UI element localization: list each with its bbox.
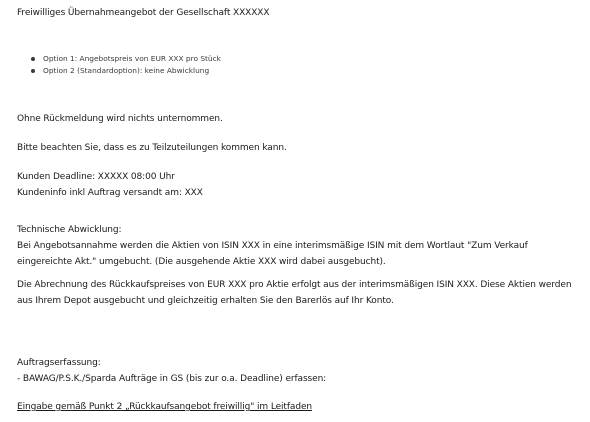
option-1-text: Option 1: Angebotspreis von EUR XXX pro Stück (43, 54, 221, 63)
customer-info: Kundeninfo inkl Auftrag versandt am: XXX (17, 188, 203, 198)
guide-link[interactable]: Eingabe gemäß Punkt 2 „Rückkaufsangebot freiwillig" im Leitfaden (17, 402, 312, 412)
option-2-text: Option 2 (Standardoption): keine Abwicklung (43, 66, 210, 75)
settlement-text: Die Abrechnung des Rückkaufspreises von EUR XXX pro Aktie erfolgt aus der interimsmäßigen ISIN XXX. Diese Aktien werden aus Ihrem Depot ausgebucht und gleichzeitig erhalten Sie den Barerlös auf Ihr Konto. (17, 280, 572, 306)
options-list (17, 53, 221, 77)
customer-deadline: Kunden Deadline: XXXXX 08:00 Uhr (17, 172, 175, 182)
no-response-note: Ohne Rückmeldung wird nichts unternommen. (17, 114, 223, 124)
list-item (17, 65, 221, 77)
bullet-icon (31, 69, 35, 73)
bullet-icon (31, 57, 35, 61)
order-text: - BAWAG/P.S.K./Sparda Aufträge in GS (bis zur o.a. Deadline) erfassen: (17, 374, 327, 384)
partial-allocation-note: Bitte beachten Sie, dass es zu Teilzuteilungen kommen kann. (17, 143, 287, 153)
list-item (17, 53, 221, 65)
document-title: Freiwilliges Übernahmeangebot der Gesellschaft XXXXXX (17, 8, 270, 18)
technical-text: Bei Angebotsannahme werden die Aktien von ISIN XXX in eine interimsmäßige ISIN mit dem Wortlaut "Zum Verkauf eingereichte Akt." umgebucht. (Die ausgehende Aktie XXX wird dabei ausgebucht). (17, 241, 528, 267)
technical-heading: Technische Abwicklung: (17, 225, 122, 235)
order-heading: Auftragserfassung: (17, 358, 101, 368)
